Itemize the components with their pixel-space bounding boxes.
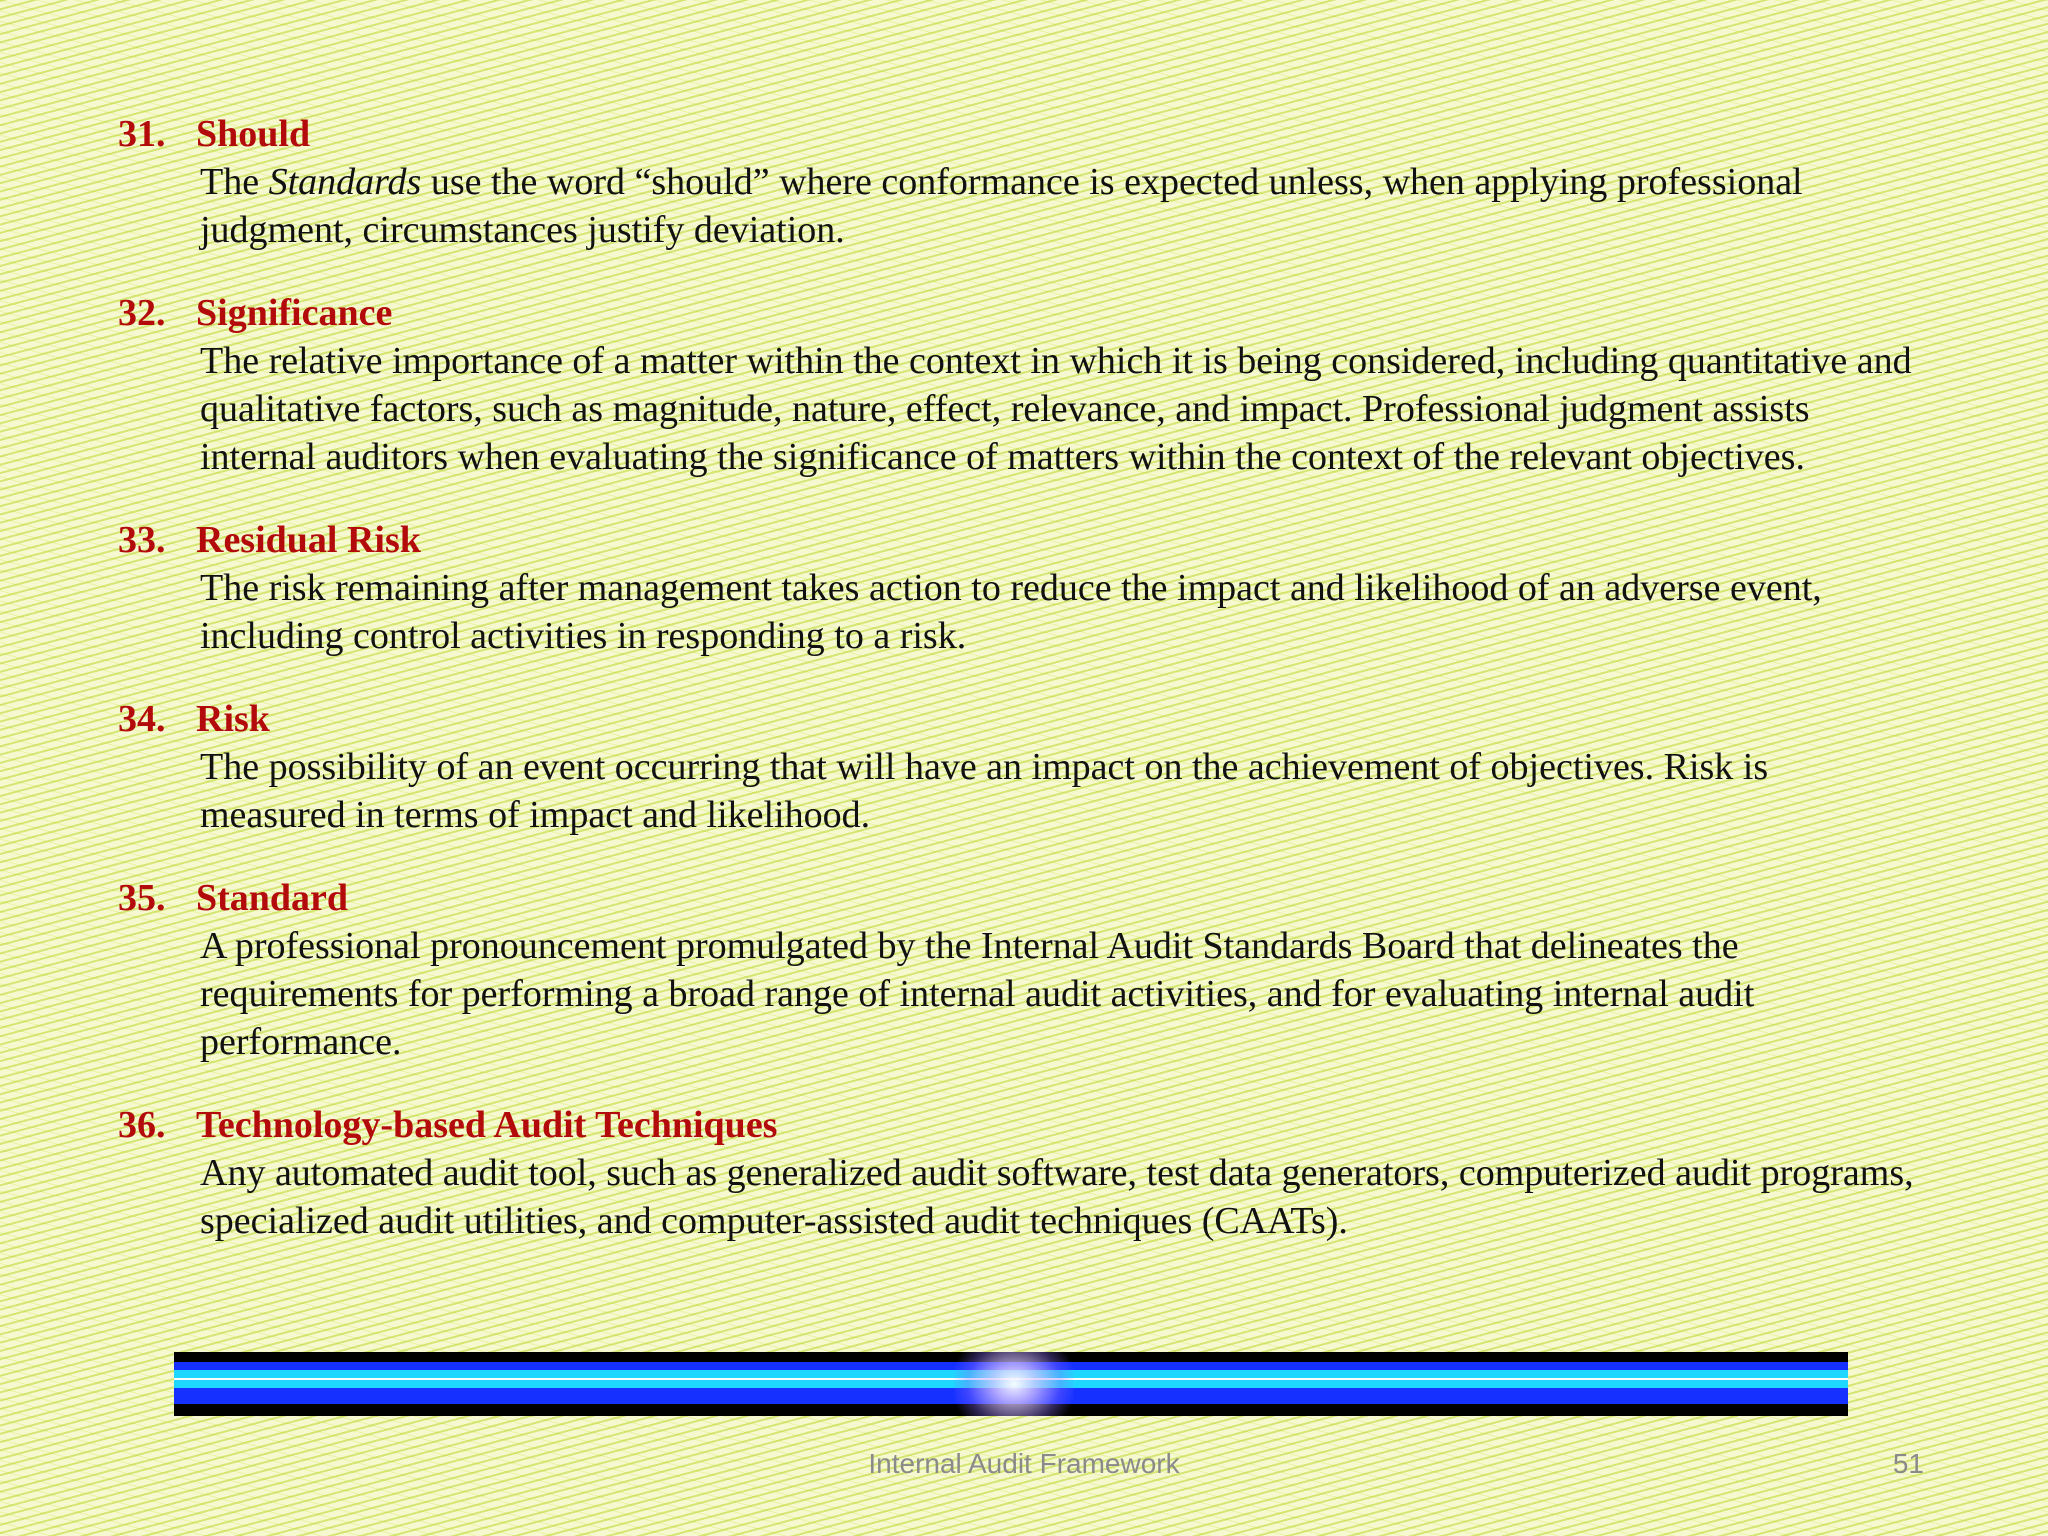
term-number: 31. bbox=[118, 113, 166, 155]
term-title: Risk bbox=[196, 698, 270, 740]
term-description-part: use the word “should” where conformance is expected unless, when applying professional judgment, circumstances justify deviation. bbox=[200, 161, 1803, 251]
term-number: 33. bbox=[118, 519, 166, 561]
term-number: 34. bbox=[118, 698, 166, 740]
glossary-list bbox=[118, 110, 1918, 1280]
glossary-term-technology-based-audit-techniques bbox=[118, 1101, 1918, 1245]
term-heading bbox=[118, 874, 1918, 922]
term-description: Any automated audit tool, such as generalized audit software, test data generators, computerized audit programs, specialized audit utilities, and computer-assisted audit techniques (CAATs). bbox=[200, 1152, 1914, 1242]
term-number: 35. bbox=[118, 877, 166, 919]
glossary-term-significance bbox=[118, 289, 1918, 481]
term-description: The risk remaining after management takes action to reduce the impact and likelihood of an adverse event, including control activities in responding to a risk. bbox=[200, 567, 1822, 657]
term-title: Should bbox=[196, 113, 311, 155]
term-title: Technology-based Audit Techniques bbox=[196, 1104, 778, 1146]
glossary-term-residual-risk bbox=[118, 516, 1918, 660]
divider-glow bbox=[954, 1352, 1074, 1416]
footer-title: Internal Audit Framework bbox=[868, 1448, 1180, 1479]
glossary-term-should bbox=[118, 110, 1918, 254]
term-description: The possibility of an event occurring that will have an impact on the achievement of objectives. Risk is measured in terms of impact and likelihood. bbox=[200, 746, 1769, 836]
term-description bbox=[200, 158, 1918, 254]
term-title: Significance bbox=[196, 292, 393, 334]
term-number: 36. bbox=[118, 1104, 166, 1146]
term-heading bbox=[118, 516, 1918, 564]
term-heading bbox=[118, 1101, 1918, 1149]
term-title: Standard bbox=[196, 877, 349, 919]
term-description-part: The bbox=[200, 161, 269, 203]
term-description: The relative importance of a matter within the context in which it is being considered, including quantitative and qualitative factors, such as magnitude, nature, effect, relevance, and impact. Professional judgment assists internal auditors when evaluating the significance of matters within the context of the relevant objectives. bbox=[200, 340, 1912, 478]
term-description: A professional pronouncement promulgated by the Internal Audit Standards Board that delineates the requirements for performing a broad range of internal audit activities, and for evaluating internal audit performance. bbox=[200, 925, 1755, 1063]
term-number: 32. bbox=[118, 292, 166, 334]
term-description-italic: Standards bbox=[268, 161, 422, 203]
term-heading bbox=[118, 289, 1918, 337]
term-title: Residual Risk bbox=[196, 519, 421, 561]
decorative-divider-bar bbox=[174, 1352, 1848, 1416]
term-heading bbox=[118, 695, 1918, 743]
page-number: 51 bbox=[1892, 1448, 1924, 1479]
glossary-term-standard bbox=[118, 874, 1918, 1066]
term-heading bbox=[118, 110, 1918, 158]
glossary-term-risk bbox=[118, 695, 1918, 839]
